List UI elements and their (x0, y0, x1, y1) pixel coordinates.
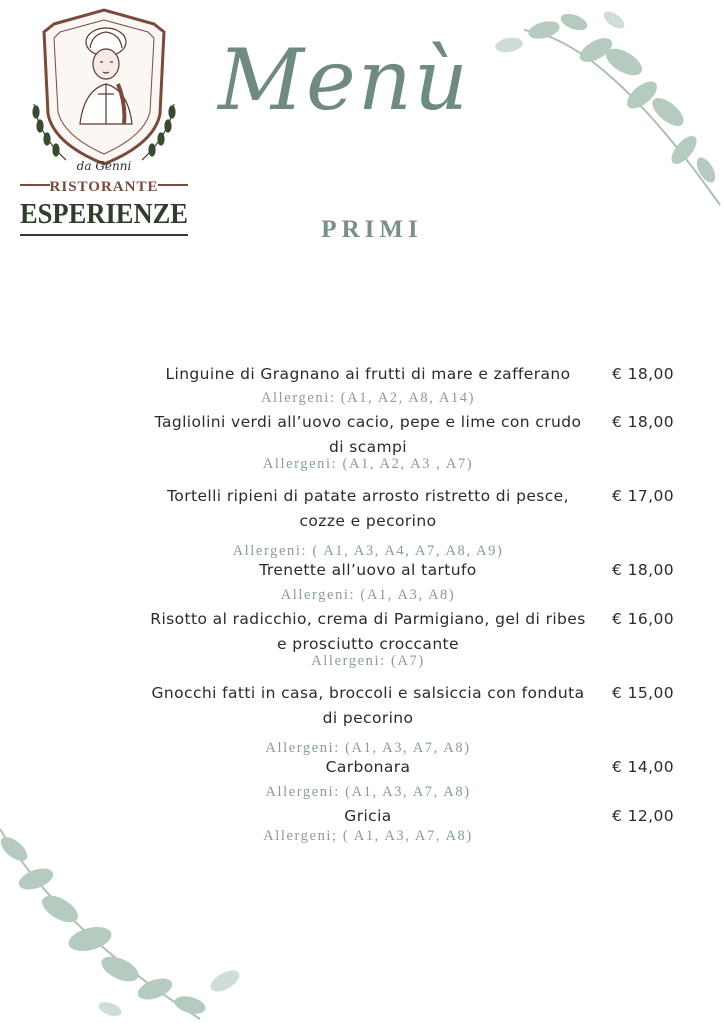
dish-price: € 14,00 (612, 758, 674, 776)
eucalyptus-leaves-top-icon (484, 0, 724, 215)
dish-price: € 17,00 (612, 487, 674, 505)
dish-allergens: Allergeni: (A1, A3, A8) (280, 587, 456, 603)
brand-name: ESPERIENZE (20, 198, 188, 230)
section-title-primi: PRIMI (321, 216, 423, 243)
dish-price: € 18,00 (612, 561, 674, 579)
brand-subtitle: RISTORANTE (49, 179, 159, 195)
dish-allergens: Allergeni: ( A1, A3, A4, A7, A8, A9) (232, 543, 504, 559)
dish-allergens: Allergeni: (A7) (311, 653, 425, 669)
dish-name: Linguine di Gragnano ai frutti di mare e zafferano (165, 365, 571, 383)
dish-price: € 15,00 (612, 684, 674, 702)
dish-allergens: Allergeni: (A1, A3, A7, A8) (265, 784, 471, 800)
dish-allergens: Allergeni: (A1, A3, A7, A8) (265, 740, 471, 756)
menu-title: Menù (218, 31, 470, 129)
dish-price: € 18,00 (612, 413, 674, 431)
dish-allergens: Allergeni; ( A1, A3, A7, A8) (263, 828, 473, 844)
dish-price: € 18,00 (612, 365, 674, 383)
dish-name: Carbonara (325, 758, 411, 776)
dish-name: Gricia (344, 807, 392, 825)
dish-name: Risotto al radicchio, crema di Parmigiano, gel di ribes e prosciutto croccante (150, 610, 586, 653)
brand-script: da Genni (76, 159, 132, 173)
dish-allergens: Allergeni: (A1, A2, A3 , A7) (262, 456, 474, 472)
dish-name: Trenette all’uovo al tartufo (259, 561, 477, 579)
restaurant-logo (14, 4, 194, 244)
dish-allergens: Allergeni: (A1, A2, A8, A14) (260, 390, 476, 406)
dish-name: Tortelli ripieni di patate arrosto ristretto di pesce, cozze e pecorino (167, 487, 569, 530)
dish-price: € 16,00 (612, 610, 674, 628)
dish-price: € 12,00 (612, 807, 674, 825)
dish-name: Tagliolini verdi all’uovo cacio, pepe e lime con crudo di scampi (154, 413, 582, 456)
dish-name: Gnocchi fatti in casa, broccoli e salsiccia con fonduta di pecorino (151, 684, 585, 727)
